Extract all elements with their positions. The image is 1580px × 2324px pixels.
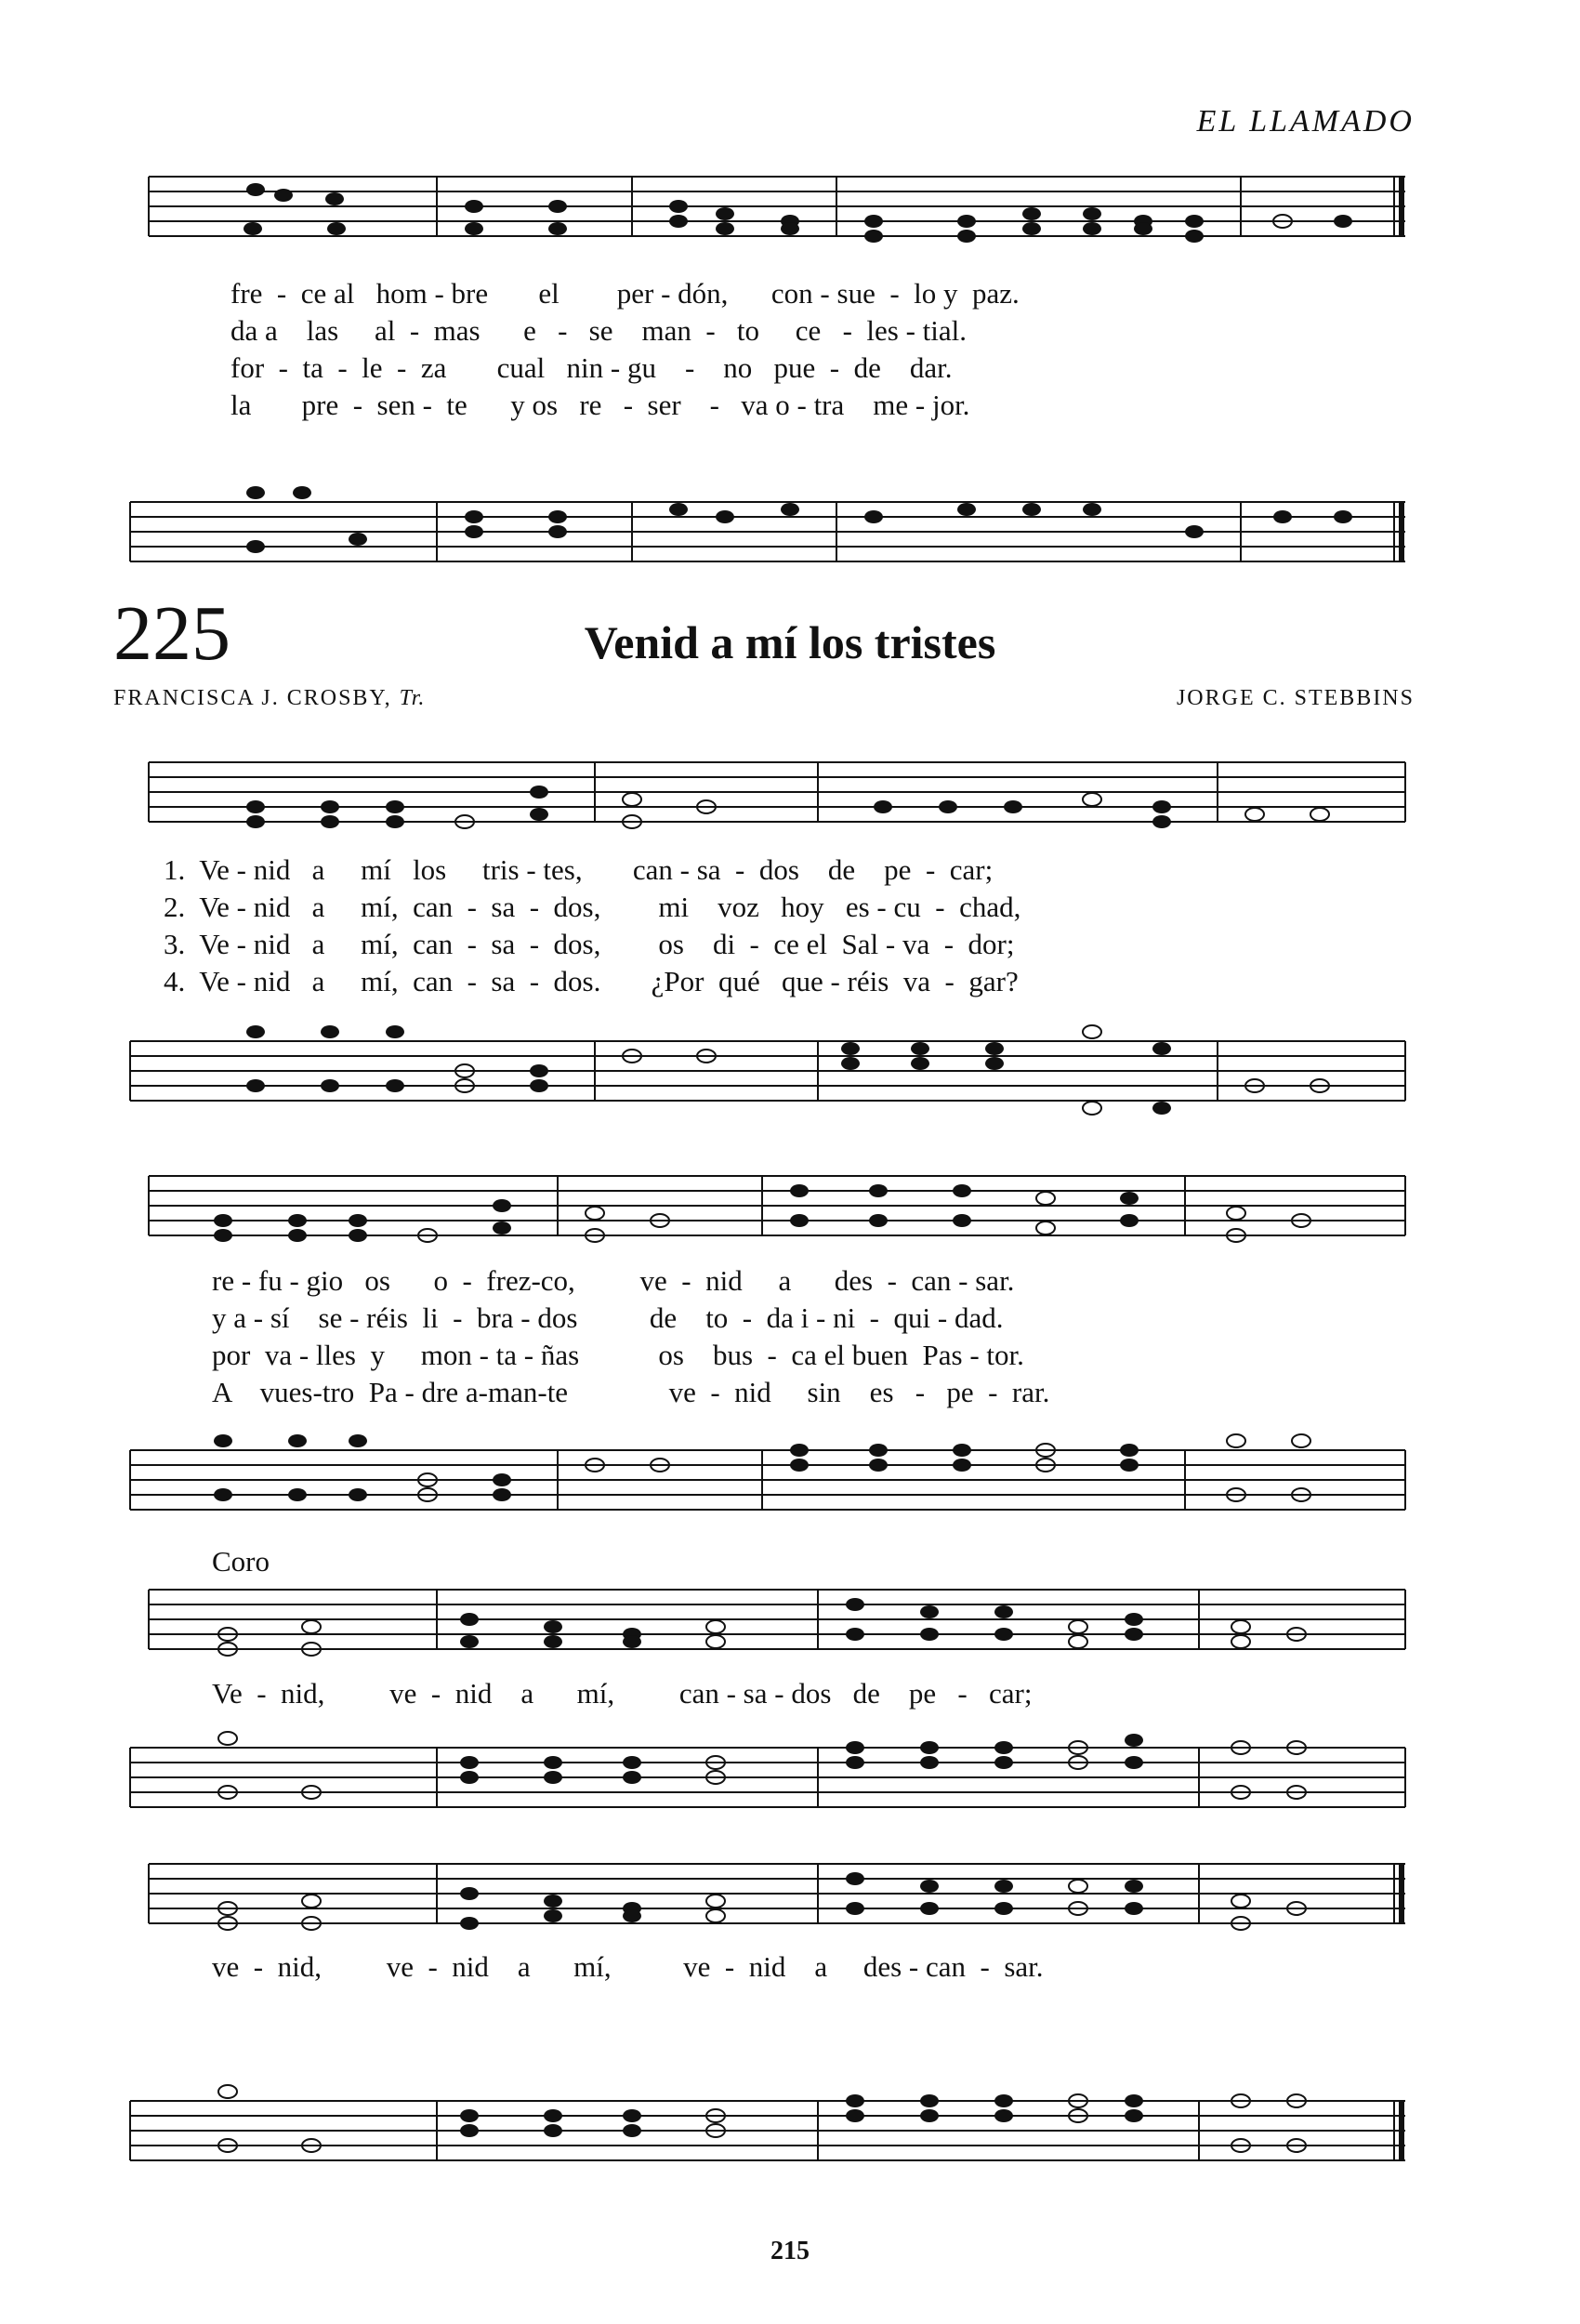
verse-line-4: 4. Ve - nid a mí, can - sa - dos. ¿Por qué que - réis va - gar? [164, 965, 1019, 997]
previous-verse-3: for - ta - le - za cual nin - gu - no pue - de dar. [230, 351, 953, 384]
chorus-label: Coro [212, 1545, 270, 1578]
chorus-line-1: Ve - nid, ve - nid a mí, can - sa - dos de pe - car; [212, 1677, 1033, 1710]
verse-line-3: 3. Ve - nid a mí, can - sa - dos, os di - ce el Sal - va - dor; [164, 928, 1015, 960]
verse2-line-4: A vues-tro Pa - dre a-man-te ve - nid sin es - pe - rar. [212, 1376, 1050, 1408]
staff-chorus2-treble [0, 1845, 1580, 1948]
hymn-title: Venid a mí los tristes [584, 616, 996, 668]
previous-verse-1: fre - ce al hom - bre el per - dón, con - sue - lo y paz. [230, 277, 1020, 310]
previous-verse-4: la pre - sen - te y os re - ser - va o - tra me - jor. [230, 389, 970, 421]
staff-chorus2-bass [0, 2082, 1580, 2194]
verse2-line-1: re - fu - gio os o - frez-co, ve - nid a des - can - sar. [212, 1264, 1015, 1297]
section-heading: EL LLAMADO [1196, 104, 1415, 139]
staff-system1-bass [0, 1004, 1580, 1125]
staff-top-bass [0, 446, 1580, 586]
page-number: 215 [770, 2237, 810, 2265]
staff-system1-treble [0, 744, 1580, 846]
translator-role: Tr. [399, 686, 426, 710]
translator-name: FRANCISCA J. CROSBY, [113, 686, 392, 710]
verse2-line-3: por va - lles y mon - ta - ñas os bus - ca el buen Pas - tor. [212, 1339, 1024, 1371]
hymn-number: 225 [113, 590, 230, 677]
staff-chorus1-bass [0, 1720, 1580, 1822]
composer-credit: JORGE C. STEBBINS [1176, 686, 1415, 710]
translator-credit [113, 686, 425, 711]
staff-system2-bass [0, 1413, 1580, 1525]
staff-chorus1-treble [0, 1571, 1580, 1673]
previous-verse-2: da a las al - mas e - se man - to ce - les - tial. [230, 314, 967, 347]
chorus-line-2: ve - nid, ve - nid a mí, ve - nid a des - can - sar. [212, 1950, 1044, 1983]
staff-top-treble [0, 158, 1580, 260]
staff-system2-treble [0, 1157, 1580, 1260]
verse-line-1: 1. Ve - nid a mí los tris - tes, can - sa - dos de pe - car; [164, 853, 994, 886]
verse-line-2: 2. Ve - nid a mí, can - sa - dos, mi voz hoy es - cu - chad, [164, 891, 1021, 923]
verse2-line-2: y a - sí se - réis li - bra - dos de to - da i - ni - qui - dad. [212, 1301, 1004, 1334]
